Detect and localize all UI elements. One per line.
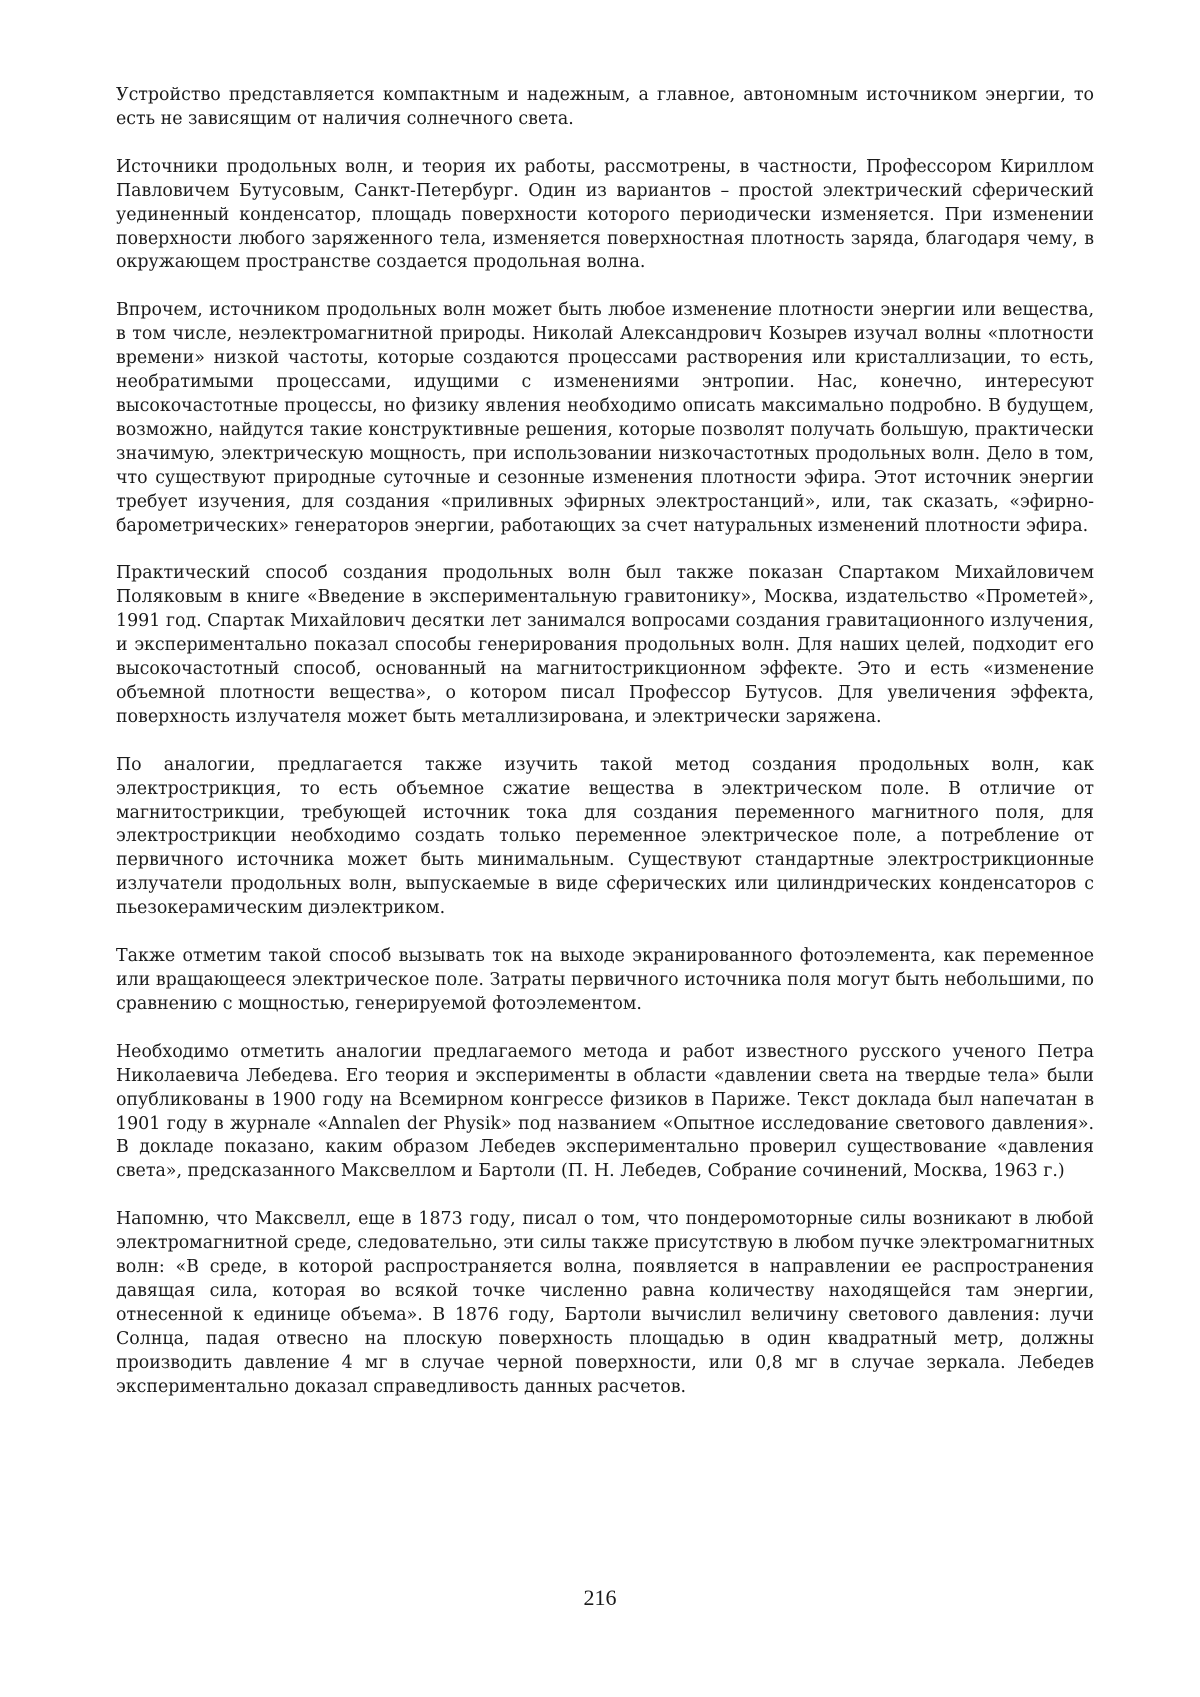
paragraph: Устройство представляется компактным и надежным, а главное, автономным источником энергии, то есть не зависящим от наличия солнечного света. — [116, 85, 1094, 129]
paragraph: Необходимо отметить аналогии предлагаемого метода и работ известного русского ученого Петра Николаевича Лебедева. Его теория и эксперименты в области «давлении света на твердые тела» были опубликованы в 1900 году на Всемирном конгрессе физиков в Париже. Текст доклада был напечатан в 1901 году в журнале «Annalen der Physik» под названием «Опытное исследование светового давления». В докладе показано, каким образом Лебедев экспериментально проверил существование «давления света», предсказанного Максвеллом и Бартоли (П. Н. Лебедев, Собрание сочинений, Москва, 1963 г.) — [116, 1041, 1094, 1182]
paragraph: Практический способ создания продольных волн был также показан Спартаком Михайловичем Поляковым в книге «Введение в экспериментальную гравитонику», Москва, издательство «Прометей», 1991 год. Спартак Михайлович десятки лет занимался вопросами создания гравитационного излучения, и экспериментально показал способы генерирования продольных волн. Для наших целей, подходит его высокочастотный способ, основанный на магнитострикционном эффекте. Это и есть «изменение объемной плотности вещества», о котором писал Профессор Бутусов. Для увеличения эффекта, поверхность излучателя может быть металлизирована, и электрически заряжена. — [116, 563, 1094, 727]
paragraph: Впрочем, источником продольных волн может быть любое изменение плотности энергии или вещества, в том числе, неэлектромагнитной природы. Николай Александрович Козырев изучал волны «плотности времени» низкой частоты, которые создаются процессами растворения или кристаллизации, то есть, необратимыми процессами, идущими с изменениями энтропии. Нас, конечно, интересуют высокочастотные процессы, но физику явления необходимо описать максимально подробно. В будущем, возможно, найдутся такие конструктивные решения, которые позволят получать большую, практически значимую, электрическую мощность, при использовании низкочастотных продольных волн. Дело в том, что существуют природные суточные и сезонные изменения плотности эфира. Этот источник энергии требует изучения, для создания «приливных эфирных электростанций», или, так сказать, «эфирно-барометрических» генераторов энергии, работающих за счет натуральных изменений плотности эфира. — [116, 300, 1094, 536]
page-body — [116, 84, 1094, 1424]
paragraph: По аналогии, предлагается также изучить такой метод создания продольных волн, как электрострикция, то есть объемное сжатие вещества в электрическом поле. В отличие от магнитострикции, требующей источник тока для создания переменного магнитного поля, для электрострикции необходимо создать только переменное электрическое поле, а потребление от первичного источника может быть минимальным. Существуют стандартные электрострикционные излучатели продольных волн, выпускаемые в виде сферических или цилиндрических конденсаторов с пьезокерамическим диэлектриком. — [116, 754, 1094, 919]
paragraph: Также отметим такой способ вызывать ток на выходе экранированного фотоэлемента, как переменное или вращающееся электрическое поле. Затраты первичного источника поля могут быть небольшими, по сравнению с мощностью, генерируемой фотоэлементом. — [116, 946, 1094, 1014]
paragraph: Напомню, что Максвелл, еще в 1873 году, писал о том, что пондеромоторные силы возникают в любой электромагнитной среде, следовательно, эти силы также присутствую в любом пучке электромагнитных волн: «В среде, в которой распространяется волна, появляется в направлении ее распространения давящая сила, которая во всякой точке численно равна количеству находящейся там энергии, отнесенной к единице объема». В 1876 году, Бартоли вычислил величину светового давления: лучи Солнца, падая отвесно на плоскую поверхность площадью в один квадратный метр, должны производить давление 4 мг в случае черной поверхности, или 0,8 мг в случае зеркала. Лебедев экспериментально доказал справедливость данных расчетов. — [116, 1209, 1094, 1397]
page-number: 216 — [583, 1585, 617, 1610]
paragraph: Источники продольных волн, и теория их работы, рассмотрены, в частности, Профессором Кириллом Павловичем Бутусовым, Санкт-Петербург. Один из вариантов – простой электрический сферический уединенный конденсатор, площадь поверхности которого периодически изменяется. При изменении поверхности любого заряженного тела, изменяется поверхностная плотность заряда, благодаря чему, в окружающем пространстве создается продольная волна. — [116, 156, 1094, 273]
